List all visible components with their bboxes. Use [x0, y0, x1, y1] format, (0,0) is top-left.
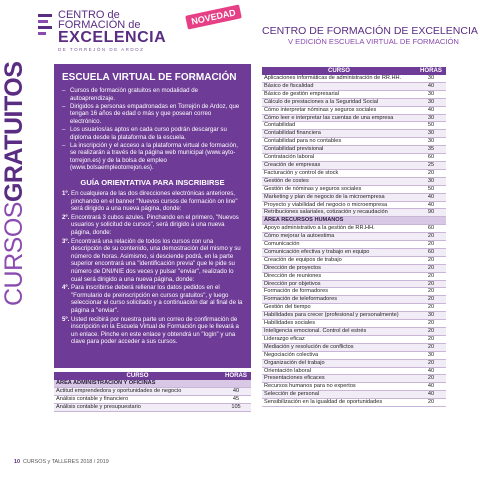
cell-horas: 40 [416, 82, 446, 90]
step-number: 5º. [62, 315, 70, 323]
step-number: 2º. [62, 213, 70, 221]
table-header-row [262, 67, 446, 75]
table-row [262, 209, 446, 217]
table-row [262, 130, 446, 138]
col-header-horas: HORAS [221, 372, 251, 380]
cell-horas: 20 [416, 280, 446, 288]
cell-horas: 20 [416, 169, 446, 177]
table-header-row [54, 372, 251, 380]
cell-curso: Formación de formadores [262, 288, 416, 296]
table-section-row [54, 380, 251, 387]
courses-table-right [262, 67, 446, 407]
table-row [262, 233, 446, 241]
cell-curso: Gestión de nóminas y seguros sociales [262, 185, 416, 193]
cell-curso: Cómo leer e interpretar las cuentas de una empresa [262, 114, 416, 122]
table-row [262, 177, 446, 185]
cell-curso: Básico de gestión empresarial [262, 90, 416, 98]
cell-horas: 40 [416, 367, 446, 375]
logo-mark-icon [36, 12, 56, 40]
cell-horas: 45 [221, 395, 251, 403]
cell-curso: Facturación y control de stock [262, 169, 416, 177]
cell-curso: Recursos humanos para no expertos [262, 383, 416, 391]
courses-table [262, 67, 446, 407]
cell-curso: Presentaciones eficaces [262, 375, 416, 383]
courses-table [54, 372, 251, 412]
step-text: Para inscribirse deberá rellenar los datos pedidos en el "Formulario de preinscripción en cursos gratuitos", y luego seleccionar el curso solicitado y a continuación dar al final de la página a "enviar". [71, 284, 243, 314]
table-row [262, 154, 446, 162]
cell-horas: 105 [221, 403, 251, 411]
cell-horas: 30 [416, 130, 446, 138]
cell-horas: 20 [416, 264, 446, 272]
info-bullets [62, 87, 243, 172]
side-title-part2: GRATUITOS [0, 61, 28, 203]
cell-curso: Creación de equipos de trabajo [262, 256, 416, 264]
cell-horas: 50 [416, 185, 446, 193]
logo-line3: EXCELENCIA [58, 29, 167, 46]
cell-curso: Retribuciones salariales, cotización y recaudación [262, 209, 416, 217]
table-row [262, 82, 446, 90]
table-row [54, 395, 251, 403]
info-bullet: – Los usuarios/as aptos en cada curso podrán descargar su diploma desde la plataforma de la escuela. [62, 126, 243, 141]
guide-step [62, 284, 243, 314]
table-row [262, 359, 446, 367]
table-row [262, 351, 446, 359]
table-row [262, 248, 446, 256]
cell-curso: Contabilidad financiera [262, 130, 416, 138]
table-row [262, 312, 446, 320]
table-row [262, 264, 446, 272]
cell-curso: Contabilidad previsional [262, 146, 416, 154]
cell-curso: Negociación colectiva [262, 351, 416, 359]
cell-curso: Cómo interpretar nóminas y seguros sociales [262, 106, 416, 114]
step-text: Usted recibirá por nuestra parte un correo de confirmación de inscripción en la Escuela Virtual de Formación que le llevará a un enlace. Pinche en este enlace y obtendrá un "login" y una clave para poder acceder a sus cursos. [71, 315, 239, 346]
col-header-curso: CURSO [54, 372, 221, 380]
cell-horas: 20 [416, 328, 446, 336]
table-row [262, 391, 446, 399]
guide-step [62, 316, 243, 346]
cell-horas: 50 [416, 122, 446, 130]
table-row [262, 161, 446, 169]
cell-horas: 30 [416, 312, 446, 320]
cell-curso: Sensibilización en la igualdad de oportunidades [262, 399, 416, 407]
novedad-badge: NOVEDAD [185, 4, 242, 29]
section-label: ÁREA RECURSOS HUMANOS [262, 217, 446, 225]
cell-horas: 35 [416, 146, 446, 154]
cell-curso: Contratación laboral [262, 154, 416, 162]
table-row [262, 288, 446, 296]
cell-curso: Creación de empresas [262, 161, 416, 169]
table-row [262, 225, 446, 233]
cell-horas: 20 [416, 320, 446, 328]
table-row [262, 367, 446, 375]
table-row [262, 98, 446, 106]
cell-horas: 20 [416, 241, 446, 249]
cell-horas: 40 [416, 383, 446, 391]
cell-curso: Apoyo administrativo a la gestión de RR.HH. [262, 225, 416, 233]
footer-text: CURSOS y TALLERES 2018 / 2019 [23, 459, 109, 465]
step-text: En cualquiera de las dos direcciones electrónicas anteriores, pinchando en el banner "Nuevos cursos de formación on line" será dirigido a una nueva página, donde: [71, 190, 238, 213]
cell-curso: Organización del trabajo [262, 359, 416, 367]
table-row [262, 399, 446, 407]
cell-horas: 30 [416, 75, 446, 82]
col-header-curso: CURSO [262, 67, 416, 75]
cell-horas: 30 [416, 114, 446, 122]
cell-horas: 30 [416, 98, 446, 106]
cell-curso: Dirección por objetivos [262, 280, 416, 288]
side-title [0, 6, 28, 306]
logo [36, 6, 237, 52]
cell-horas: 30 [416, 138, 446, 146]
cell-horas: 20 [416, 304, 446, 312]
col-header-horas: HORAS [416, 67, 446, 75]
step-number: 1º. [62, 190, 70, 198]
cell-horas: 60 [416, 225, 446, 233]
page-number: 10 [14, 459, 20, 465]
step-text: Encontrará 3 cubos azules. Pinchando en el primero, "Nuevos usuarios y solicitud de cursos", será dirigido a una nueva página, donde: [71, 213, 239, 236]
cell-curso: Habilidades sociales [262, 320, 416, 328]
table-row [54, 387, 251, 395]
cell-curso: Dirección de reuniones [262, 272, 416, 280]
cell-curso: Básico de fiscalidad [262, 82, 416, 90]
cell-horas: 90 [416, 209, 446, 217]
cell-curso: Gestión del tiempo [262, 304, 416, 312]
table-row [262, 106, 446, 114]
table-row [262, 335, 446, 343]
table-row [262, 280, 446, 288]
cell-horas: 20 [416, 233, 446, 241]
step-number: 3º. [62, 237, 70, 245]
cell-horas: 30 [416, 351, 446, 359]
info-box-title: ESCUELA VIRTUAL DE FORMACIÓN [62, 72, 237, 83]
step-number: 4º. [62, 284, 70, 292]
cell-curso: Análisis contable y presupuestario [54, 403, 221, 411]
table-row [262, 185, 446, 193]
table-row [262, 256, 446, 264]
cell-curso: Formación de teleformadores [262, 296, 416, 304]
cell-horas: 20 [416, 296, 446, 304]
cell-horas: 20 [416, 343, 446, 351]
cell-curso: Comunicación [262, 241, 416, 249]
table-row [262, 320, 446, 328]
cell-curso: Gestión de costes [262, 177, 416, 185]
step-text: Encontrará una relación de todos los cursos con una descripción de su contenido, una demostración del mismo y su número de horas. Asimismo, si desciende podrá, en la parte superior encontrará una "identificación previa" que le pide su número de DNI/NIE dos veces y pulsar "enviar", realizado lo cual será dirigido a una nueva página, donde: [71, 237, 241, 283]
footer [14, 459, 109, 465]
cell-curso: Contabilidad [262, 122, 416, 130]
table-row [262, 138, 446, 146]
cell-curso: Análisis contable y financiero [54, 395, 221, 403]
courses-table-bottom [54, 372, 251, 412]
cell-curso: Cómo mejorar la autoestima [262, 233, 416, 241]
cell-horas: 20 [416, 256, 446, 264]
table-row [262, 114, 446, 122]
section-label: ÁREA ADMINISTRACIÓN Y OFICINAS [54, 380, 251, 387]
table-row [262, 122, 446, 130]
cell-curso: Orientación laboral [262, 367, 416, 375]
guide-step [62, 238, 243, 284]
table-row [262, 169, 446, 177]
cell-horas: 40 [416, 193, 446, 201]
table-row [54, 403, 251, 411]
cell-horas: 40 [221, 387, 251, 395]
cell-curso: Selección de personal [262, 391, 416, 399]
table-section-row [262, 217, 446, 225]
cell-curso: Inteligencia emocional. Control del estrés [262, 328, 416, 336]
cell-horas: 30 [416, 90, 446, 98]
info-bullet: – La inscripción y el acceso a la plataforma virtual de formación, se realizarán a través de la página web municipal (www.ayto-torrejon.es) y de la bolsa de empleo (www.bolsaempleotorrejon.es). [62, 142, 243, 172]
cell-horas: 30 [416, 177, 446, 185]
cell-horas: 20 [416, 375, 446, 383]
cell-horas: 25 [416, 161, 446, 169]
table-row [262, 375, 446, 383]
cell-horas: 20 [416, 335, 446, 343]
table-row [262, 272, 446, 280]
cell-curso: Habilidades para crecer (profesional y personalmente) [262, 312, 416, 320]
table-row [262, 383, 446, 391]
guide-steps [62, 190, 243, 346]
table-row [262, 146, 446, 154]
cell-curso: Mediación y resolución de conflictos [262, 343, 416, 351]
table-body-admin [262, 75, 446, 217]
table-body-rrhh [262, 225, 446, 407]
cell-horas: 20 [416, 288, 446, 296]
cell-horas: 40 [416, 201, 446, 209]
table-row [262, 241, 446, 249]
guide-step [62, 214, 243, 237]
table-row [262, 90, 446, 98]
table-row [262, 75, 446, 82]
cell-horas: 40 [416, 106, 446, 114]
table-row [262, 328, 446, 336]
info-bullet: – Dirigidos a personas empadronadas en Torrejón de Ardoz, que tengan 16 años de edad o más y que posean correo electrónico. [62, 103, 243, 126]
cell-curso: Aplicaciones informáticas de administración de RR.HH. [262, 75, 416, 82]
header-title: CENTRO DE FORMACIÓN DE EXCELENCIA [262, 25, 478, 37]
cell-curso: Contabilidad para no contables [262, 138, 416, 146]
cell-horas: 20 [416, 359, 446, 367]
side-title-part1: CURSOS [0, 202, 28, 306]
header-subtitle: V EDICIÓN ESCUELA VIRTUAL DE FORMACIÓN [288, 37, 459, 46]
logo-line1: CENTRO de [58, 9, 120, 21]
cell-curso: Cálculo de prestaciones a la Seguridad Social [262, 98, 416, 106]
cell-horas: 20 [416, 399, 446, 407]
cell-curso: Proyecto y viabilidad del negocio o microempresa [262, 201, 416, 209]
logo-line2: FORMACIÓN de [58, 19, 141, 31]
cell-curso: Dirección de proyectos [262, 264, 416, 272]
guide-step [62, 190, 243, 213]
info-bullet: – Cursos de formación gratuitos en modalidad de autoaprendizaje. [62, 87, 243, 102]
cell-horas: 40 [416, 391, 446, 399]
table-row [262, 296, 446, 304]
cell-curso: Marketing y plan de negocio de la microempresa [262, 193, 416, 201]
cell-curso: Actitud emprendedora y oportunidades de negocio [54, 387, 221, 395]
side-band [0, 0, 28, 480]
logo-sub: DE TORREJÓN DE ARDOZ [58, 47, 145, 52]
cell-horas: 60 [416, 248, 446, 256]
table-row [262, 304, 446, 312]
table-row [262, 343, 446, 351]
table-body-section [262, 217, 446, 225]
guide-title: GUÍA ORIENTATIVA PARA INSCRIBIRSE [80, 178, 225, 188]
cell-curso: Liderazgo eficaz [262, 335, 416, 343]
cell-horas: 20 [416, 272, 446, 280]
cell-curso: Comunicación efectiva y trabajo en equipo [262, 248, 416, 256]
table-row [262, 193, 446, 201]
cell-horas: 60 [416, 154, 446, 162]
info-box [54, 64, 251, 368]
table-row [262, 201, 446, 209]
